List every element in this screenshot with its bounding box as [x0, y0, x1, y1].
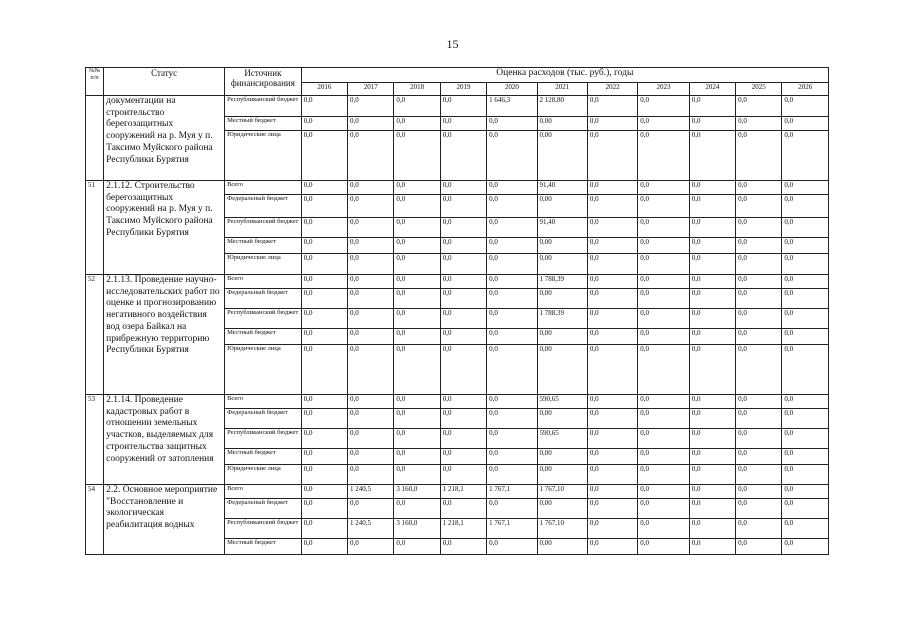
value-cell: 0,0: [638, 131, 689, 181]
status-cell: 2.1.13. Проведение научно-исследовательских работ по оценке и прогнозированию негативного воздействия вод озера Байкал на прибрежную территорию Республики Бурятия: [104, 275, 225, 395]
value-cell: 0,0: [394, 329, 440, 345]
value-cell: 0,0: [638, 275, 689, 289]
funding-source-cell: Федеральный бюджет: [225, 195, 302, 218]
funding-source-cell: Республиканский бюджет: [225, 429, 302, 449]
value-cell: 0,0: [689, 195, 735, 218]
value-cell: 0,0: [587, 195, 637, 218]
header-estimate: Оценка расходов (тыс. руб.), годы: [301, 68, 828, 83]
value-cell: 0,0: [736, 329, 782, 345]
value-cell: 0,0: [301, 395, 347, 409]
value-cell: 0,0: [587, 499, 637, 519]
value-cell: 0,0: [440, 181, 486, 195]
value-cell: 0,0: [587, 218, 637, 238]
value-cell: 0,0: [689, 117, 735, 131]
value-cell: 1 788,39: [537, 275, 587, 289]
value-cell: 0,0: [736, 117, 782, 131]
value-cell: 0,0: [782, 395, 829, 409]
value-cell: 0,0: [782, 409, 829, 429]
table-row: [86, 181, 829, 195]
value-cell: 0,0: [736, 195, 782, 218]
funding-source-cell: Федеральный бюджет: [225, 289, 302, 309]
value-cell: 0,0: [301, 539, 347, 555]
value-cell: 0,00: [537, 131, 587, 181]
funding-source-cell: Всего: [225, 485, 302, 499]
value-cell: 0,0: [638, 254, 689, 275]
value-cell: 0,0: [394, 449, 440, 465]
value-cell: 0,0: [394, 465, 440, 485]
value-cell: 0,0: [782, 289, 829, 309]
value-cell: 0,0: [487, 131, 537, 181]
value-cell: 0,0: [440, 96, 486, 117]
value-cell: 0,0: [587, 289, 637, 309]
value-cell: 1 646,3: [487, 96, 537, 117]
value-cell: 0,0: [440, 539, 486, 555]
value-cell: 0,0: [587, 485, 637, 499]
value-cell: 0,0: [782, 275, 829, 289]
value-cell: 0,0: [348, 499, 394, 519]
year-header: 2025: [736, 83, 782, 96]
value-cell: 0,0: [689, 275, 735, 289]
value-cell: 0,0: [301, 345, 347, 395]
value-cell: 0,0: [301, 309, 347, 329]
value-cell: 0,0: [394, 96, 440, 117]
value-cell: 0,0: [782, 117, 829, 131]
value-cell: 0,0: [736, 275, 782, 289]
value-cell: 0,0: [394, 409, 440, 429]
value-cell: 0,0: [736, 539, 782, 555]
value-cell: 0,0: [587, 465, 637, 485]
value-cell: 0,0: [638, 345, 689, 395]
value-cell: 1 767,10: [537, 519, 587, 539]
value-cell: 0,0: [487, 395, 537, 409]
value-cell: 0,0: [348, 96, 394, 117]
table-body: [86, 96, 829, 555]
status-cell: 2.2. Основное мероприятие "Восстановление и экологическая реабилитация водных: [104, 485, 225, 555]
row-number: 54: [86, 485, 104, 555]
funding-source-cell: Республиканский бюджет: [225, 519, 302, 539]
value-cell: 0,0: [348, 465, 394, 485]
value-cell: 0,0: [301, 275, 347, 289]
value-cell: 1 767,1: [487, 519, 537, 539]
value-cell: 0,0: [440, 499, 486, 519]
value-cell: 0,0: [689, 429, 735, 449]
value-cell: 0,0: [638, 329, 689, 345]
year-header: 2022: [587, 83, 637, 96]
value-cell: 0,0: [638, 519, 689, 539]
value-cell: 0,0: [487, 181, 537, 195]
value-cell: 0,0: [689, 218, 735, 238]
value-cell: 0,0: [689, 485, 735, 499]
value-cell: 0,0: [440, 117, 486, 131]
value-cell: 0,0: [782, 449, 829, 465]
value-cell: 0,0: [440, 329, 486, 345]
value-cell: 0,0: [348, 218, 394, 238]
value-cell: 0,0: [394, 195, 440, 218]
value-cell: 0,0: [587, 96, 637, 117]
value-cell: 0,0: [348, 131, 394, 181]
budget-table: [85, 67, 829, 555]
value-cell: 1 767,1: [487, 485, 537, 499]
value-cell: 0,00: [537, 195, 587, 218]
funding-source-cell: Всего: [225, 181, 302, 195]
value-cell: 0,0: [638, 465, 689, 485]
value-cell: 0,0: [301, 519, 347, 539]
value-cell: 0,0: [440, 218, 486, 238]
value-cell: 0,0: [638, 499, 689, 519]
value-cell: 0,0: [301, 131, 347, 181]
value-cell: 0,0: [301, 429, 347, 449]
value-cell: 1 240,5: [348, 485, 394, 499]
year-header: 2019: [440, 83, 486, 96]
year-header: 2018: [394, 83, 440, 96]
page-number: 15: [446, 37, 459, 51]
value-cell: 0,0: [736, 395, 782, 409]
value-cell: 0,00: [537, 465, 587, 485]
value-cell: 0,0: [440, 275, 486, 289]
value-cell: 0,0: [638, 485, 689, 499]
value-cell: 0,0: [487, 329, 537, 345]
value-cell: 0,0: [736, 254, 782, 275]
funding-source-cell: Местный бюджет: [225, 117, 302, 131]
funding-source-cell: Республиканский бюджет: [225, 218, 302, 238]
value-cell: 0,0: [394, 131, 440, 181]
value-cell: 0,0: [736, 218, 782, 238]
value-cell: 0,0: [638, 449, 689, 465]
value-cell: 0,0: [782, 238, 829, 254]
value-cell: 0,0: [638, 539, 689, 555]
value-cell: 0,0: [301, 409, 347, 429]
value-cell: 0,0: [638, 429, 689, 449]
value-cell: 0,0: [587, 429, 637, 449]
value-cell: 0,0: [638, 309, 689, 329]
value-cell: 0,0: [301, 117, 347, 131]
year-header: 2016: [301, 83, 347, 96]
value-cell: 0,0: [487, 254, 537, 275]
value-cell: 0,0: [440, 289, 486, 309]
value-cell: 0,0: [440, 238, 486, 254]
value-cell: 1 240,5: [348, 519, 394, 539]
value-cell: 0,0: [736, 345, 782, 395]
value-cell: 0,0: [587, 254, 637, 275]
value-cell: 0,00: [537, 539, 587, 555]
header-num: №№ п/п: [86, 68, 104, 96]
value-cell: 0,0: [736, 485, 782, 499]
value-cell: 0,0: [487, 345, 537, 395]
value-cell: 91,40: [537, 181, 587, 195]
value-cell: 0,0: [394, 499, 440, 519]
status-cell: документации на строительство берегозащитных сооружений на р. Муя у п. Таксимо Муйского района Республики Бурятия: [104, 96, 225, 181]
value-cell: 0,0: [782, 254, 829, 275]
year-header: 2024: [689, 83, 735, 96]
value-cell: 0,0: [736, 289, 782, 309]
header-source: Источник финансирования: [225, 68, 302, 96]
value-cell: 0,0: [638, 218, 689, 238]
value-cell: 0,0: [689, 409, 735, 429]
value-cell: 0,0: [487, 449, 537, 465]
value-cell: 0,0: [587, 409, 637, 429]
value-cell: 0,0: [394, 275, 440, 289]
row-number: 52: [86, 275, 104, 395]
value-cell: 0,0: [348, 254, 394, 275]
value-cell: 0,0: [587, 131, 637, 181]
value-cell: 1 788,39: [537, 309, 587, 329]
value-cell: 0,0: [348, 429, 394, 449]
value-cell: 0,0: [487, 218, 537, 238]
value-cell: 0,0: [440, 345, 486, 395]
value-cell: 0,0: [348, 238, 394, 254]
value-cell: 0,0: [348, 409, 394, 429]
value-cell: 0,00: [537, 238, 587, 254]
value-cell: 0,00: [537, 345, 587, 395]
value-cell: 0,0: [440, 465, 486, 485]
value-cell: 0,0: [394, 539, 440, 555]
value-cell: 0,0: [301, 499, 347, 519]
table-row: [86, 96, 829, 117]
value-cell: 0,0: [689, 309, 735, 329]
value-cell: 0,0: [782, 131, 829, 181]
value-cell: 0,0: [394, 289, 440, 309]
value-cell: 0,0: [689, 289, 735, 309]
value-cell: 0,0: [301, 254, 347, 275]
value-cell: 3 160,0: [394, 519, 440, 539]
value-cell: 0,0: [782, 465, 829, 485]
value-cell: 3 160,0: [394, 485, 440, 499]
value-cell: 0,0: [689, 345, 735, 395]
value-cell: 0,0: [587, 329, 637, 345]
value-cell: 0,0: [689, 465, 735, 485]
row-number: 53: [86, 395, 104, 485]
value-cell: 0,0: [736, 181, 782, 195]
value-cell: 0,0: [638, 181, 689, 195]
funding-source-cell: Юридические лица: [225, 131, 302, 181]
value-cell: 0,0: [587, 449, 637, 465]
funding-source-cell: Республиканский бюджет: [225, 96, 302, 117]
value-cell: 0,0: [638, 409, 689, 429]
funding-source-cell: Всего: [225, 395, 302, 409]
value-cell: 0,0: [638, 238, 689, 254]
row-number: 51: [86, 181, 104, 275]
value-cell: 0,00: [537, 117, 587, 131]
value-cell: 0,0: [689, 329, 735, 345]
value-cell: 0,0: [736, 131, 782, 181]
value-cell: 0,0: [736, 499, 782, 519]
value-cell: 0,0: [689, 499, 735, 519]
value-cell: 0,0: [638, 195, 689, 218]
value-cell: 0,0: [394, 395, 440, 409]
value-cell: 0,0: [440, 254, 486, 275]
value-cell: 0,0: [348, 181, 394, 195]
value-cell: 0,0: [394, 309, 440, 329]
year-header: 2026: [782, 83, 829, 96]
value-cell: 0,0: [689, 254, 735, 275]
value-cell: 0,0: [782, 218, 829, 238]
value-cell: 0,0: [736, 96, 782, 117]
value-cell: 0,0: [487, 289, 537, 309]
value-cell: 0,0: [587, 539, 637, 555]
value-cell: 0,00: [537, 329, 587, 345]
funding-source-cell: Федеральный бюджет: [225, 409, 302, 429]
value-cell: 0,0: [638, 395, 689, 409]
value-cell: 0,0: [394, 345, 440, 395]
value-cell: 0,0: [689, 539, 735, 555]
value-cell: 0,00: [537, 254, 587, 275]
value-cell: 0,0: [736, 429, 782, 449]
row-number: [86, 96, 104, 181]
value-cell: 0,0: [689, 96, 735, 117]
value-cell: 0,0: [348, 117, 394, 131]
funding-source-cell: Всего: [225, 275, 302, 289]
value-cell: 0,0: [736, 449, 782, 465]
value-cell: 1 218,1: [440, 519, 486, 539]
value-cell: 0,0: [487, 309, 537, 329]
value-cell: 0,0: [689, 238, 735, 254]
value-cell: 0,0: [487, 429, 537, 449]
value-cell: 0,0: [301, 238, 347, 254]
funding-source-cell: Местный бюджет: [225, 329, 302, 345]
value-cell: 0,0: [487, 275, 537, 289]
value-cell: 0,0: [440, 395, 486, 409]
value-cell: 590,65: [537, 429, 587, 449]
value-cell: 0,0: [782, 96, 829, 117]
value-cell: 0,0: [348, 449, 394, 465]
header-status: Статус: [104, 68, 225, 96]
value-cell: 0,0: [689, 131, 735, 181]
table-row: [86, 395, 829, 409]
funding-source-cell: Юридические лица: [225, 254, 302, 275]
value-cell: 0,0: [394, 254, 440, 275]
value-cell: 0,0: [487, 539, 537, 555]
value-cell: 91,40: [537, 218, 587, 238]
value-cell: 0,0: [638, 289, 689, 309]
value-cell: 0,0: [782, 429, 829, 449]
value-cell: 0,0: [301, 329, 347, 345]
value-cell: 0,0: [782, 485, 829, 499]
value-cell: 0,0: [587, 238, 637, 254]
funding-source-cell: Местный бюджет: [225, 238, 302, 254]
value-cell: 0,0: [487, 117, 537, 131]
table-row: [86, 485, 829, 499]
value-cell: 0,0: [736, 309, 782, 329]
value-cell: 0,0: [689, 181, 735, 195]
year-header: 2021: [537, 83, 587, 96]
value-cell: 0,0: [487, 465, 537, 485]
value-cell: 0,00: [537, 449, 587, 465]
year-header: 2020: [487, 83, 537, 96]
value-cell: 0,0: [440, 309, 486, 329]
value-cell: 0,0: [782, 345, 829, 395]
value-cell: 0,0: [440, 449, 486, 465]
value-cell: 0,0: [736, 519, 782, 539]
value-cell: 0,0: [301, 449, 347, 465]
value-cell: 0,0: [301, 289, 347, 309]
value-cell: 0,0: [782, 539, 829, 555]
value-cell: 0,0: [394, 238, 440, 254]
value-cell: 590,65: [537, 395, 587, 409]
header-row: [86, 68, 829, 83]
value-cell: 0,0: [348, 309, 394, 329]
value-cell: 0,0: [487, 195, 537, 218]
value-cell: 0,0: [301, 195, 347, 218]
value-cell: 0,0: [301, 181, 347, 195]
funding-source-cell: Юридические лица: [225, 465, 302, 485]
value-cell: 0,0: [348, 345, 394, 395]
value-cell: 0,0: [301, 465, 347, 485]
value-cell: 0,0: [782, 519, 829, 539]
value-cell: 0,0: [587, 117, 637, 131]
value-cell: 0,0: [440, 131, 486, 181]
funding-source-cell: Федеральный бюджет: [225, 499, 302, 519]
value-cell: 0,0: [348, 289, 394, 309]
value-cell: 0,0: [440, 429, 486, 449]
value-cell: 0,0: [487, 409, 537, 429]
value-cell: 0,0: [587, 181, 637, 195]
status-cell: 2.1.14. Проведение кадастровых работ в отношении земельных участков, выделяемых для строительства защитных сооружений от затопления: [104, 395, 225, 485]
value-cell: 0,0: [394, 181, 440, 195]
value-cell: 0,0: [587, 345, 637, 395]
year-header: 2017: [348, 83, 394, 96]
value-cell: 0,0: [440, 409, 486, 429]
value-cell: 1 218,1: [440, 485, 486, 499]
value-cell: 0,0: [782, 499, 829, 519]
value-cell: 0,0: [587, 395, 637, 409]
funding-source-cell: Местный бюджет: [225, 449, 302, 465]
value-cell: 0,0: [736, 238, 782, 254]
value-cell: 0,0: [348, 539, 394, 555]
value-cell: 0,0: [301, 96, 347, 117]
value-cell: 0,0: [689, 519, 735, 539]
value-cell: 0,0: [782, 195, 829, 218]
value-cell: 0,0: [782, 309, 829, 329]
value-cell: 0,0: [638, 117, 689, 131]
value-cell: 0,00: [537, 499, 587, 519]
status-cell: 2.1.12. Строительство берегозащитных сооружений на р. Муя у п. Таксимо Муйского района Республики Бурятия: [104, 181, 225, 275]
value-cell: 0,0: [301, 485, 347, 499]
value-cell: 0,0: [348, 329, 394, 345]
funding-source-cell: Юридические лица: [225, 345, 302, 395]
value-cell: 0,0: [587, 519, 637, 539]
value-cell: 0,0: [736, 409, 782, 429]
value-cell: 0,0: [782, 329, 829, 345]
value-cell: 0,0: [587, 309, 637, 329]
value-cell: 0,0: [394, 117, 440, 131]
value-cell: 0,0: [394, 218, 440, 238]
value-cell: 1 767,10: [537, 485, 587, 499]
value-cell: 0,0: [487, 499, 537, 519]
value-cell: 0,0: [736, 465, 782, 485]
value-cell: 0,0: [348, 395, 394, 409]
value-cell: 0,0: [440, 195, 486, 218]
value-cell: 0,0: [301, 218, 347, 238]
value-cell: 0,00: [537, 409, 587, 429]
value-cell: 0,0: [689, 395, 735, 409]
value-cell: 0,0: [587, 275, 637, 289]
value-cell: 0,0: [782, 181, 829, 195]
value-cell: 0,0: [689, 449, 735, 465]
value-cell: 2 128,80: [537, 96, 587, 117]
value-cell: 0,00: [537, 289, 587, 309]
year-header: 2023: [638, 83, 689, 96]
value-cell: 0,0: [348, 195, 394, 218]
value-cell: 0,0: [487, 238, 537, 254]
value-cell: 0,0: [348, 275, 394, 289]
funding-source-cell: Местный бюджет: [225, 539, 302, 555]
table-row: [86, 275, 829, 289]
value-cell: 0,0: [638, 96, 689, 117]
value-cell: 0,0: [394, 429, 440, 449]
funding-source-cell: Республиканский бюджет: [225, 309, 302, 329]
